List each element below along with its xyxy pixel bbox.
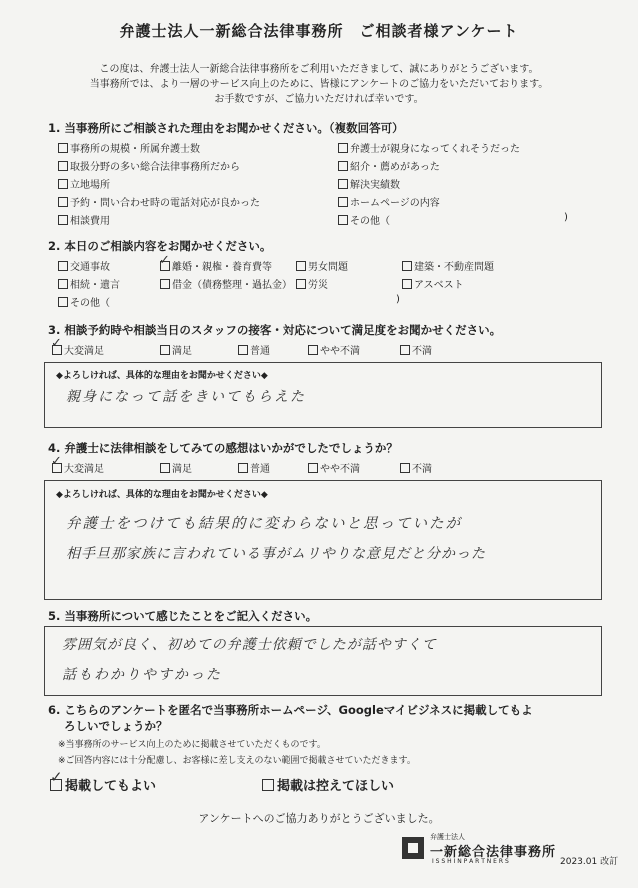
checkbox[interactable] — [58, 143, 68, 153]
firm-logo-icon — [402, 837, 424, 859]
intro-line-1: この度は、弁護士法人一新総合法律事務所をご利用いただきまして、誠にありがとうございます。 — [99, 64, 539, 75]
q6-label-line-2: ろしいでしょうか？ — [64, 719, 168, 733]
q2-option-labor[interactable]: 労災 — [296, 276, 328, 291]
checkbox[interactable] — [58, 297, 68, 307]
checkbox[interactable] — [58, 261, 68, 271]
checkbox[interactable] — [160, 279, 170, 289]
checkbox[interactable] — [58, 179, 68, 189]
q1-option-referral[interactable]: 紹介・薦めがあった — [338, 158, 440, 173]
checkmark-icon: ✓ — [159, 253, 170, 268]
q2-option-divorce[interactable]: 離婚・親権・養育費等 — [160, 258, 272, 273]
q1-option-location[interactable]: 立地場所 — [58, 176, 110, 191]
q2-option-asbestos[interactable]: アスベスト — [402, 276, 464, 291]
q4-handwritten-line-1: 弁護士をつけても結果的に変わらないと思っていたが — [66, 516, 462, 532]
checkbox[interactable] — [402, 261, 412, 271]
revision-date: 2023.01 改訂 — [560, 857, 619, 867]
checkbox[interactable] — [58, 197, 68, 207]
checkmark-icon: ✓ — [51, 454, 62, 469]
checkbox[interactable] — [262, 779, 274, 791]
q4-option-dissatisfied[interactable]: 不満 — [400, 460, 432, 475]
q2-option-other[interactable]: その他（ — [58, 294, 110, 309]
q4-option-very-satisfied[interactable]: 大変満足 — [52, 460, 104, 475]
q6-label-line-1: 6. こちらのアンケートを匿名で当事務所ホームページ、Googleマイビジネスに掲載してもよ — [48, 703, 533, 717]
checkbox[interactable] — [402, 279, 412, 289]
intro-line-2: 当事務所では、より一層のサービス向上のために、皆様にアンケートのご協力をいただいております。 — [89, 79, 549, 90]
q4-handwritten-line-2: 相手旦那家族に言われている事がムリやりな意見だと分かった — [66, 546, 486, 562]
checkbox[interactable] — [296, 261, 306, 271]
q5-handwritten-line-2: 話もわかりやすかった — [62, 667, 222, 683]
q6-note-2: ※ご回答内容には十分配慮し、お客様に差し支えのない範囲で掲載させていただきます。 — [58, 756, 416, 766]
checkbox[interactable] — [58, 279, 68, 289]
q3-option-very-satisfied[interactable]: 大変満足 — [52, 342, 104, 357]
q1-option-fields[interactable]: 取扱分野の多い総合法律事務所だから — [58, 158, 240, 173]
checkbox[interactable] — [58, 161, 68, 171]
checkbox[interactable] — [338, 179, 348, 189]
q6-option-yes[interactable]: 掲載してもよい — [50, 775, 156, 794]
q2-label: 2. 本日のご相談内容をお聞かせください。 — [48, 239, 272, 253]
checkbox[interactable] — [308, 345, 318, 355]
q1-option-results[interactable]: 解決実績数 — [338, 176, 400, 191]
q4-label: 4. 弁護士に法律相談をしてみての感想はいかがでしたでしょうか？ — [48, 441, 398, 455]
q3-reason-label: ◆よろしければ、具体的な理由をお聞かせください◆ — [56, 371, 268, 381]
checkbox[interactable] — [338, 215, 348, 225]
q2-option-traffic[interactable]: 交通事故 — [58, 258, 110, 273]
q1-option-attentive[interactable]: 弁護士が親身になってくれそうだった — [338, 140, 520, 155]
q2-option-realestate[interactable]: 建築・不動産問題 — [402, 258, 494, 273]
page-title: 弁護士法人一新総合法律事務所 ご相談者様アンケート — [119, 22, 519, 40]
q3-handwritten-answer: 親身になって話をきいてもらえた — [66, 389, 306, 405]
checkbox[interactable] — [338, 161, 348, 171]
q2-option-inheritance[interactable]: 相続・遺言 — [58, 276, 120, 291]
q4-option-somewhat-dissatisfied[interactable]: やや不満 — [308, 460, 360, 475]
checkbox[interactable] — [238, 463, 248, 473]
checkbox[interactable] — [296, 279, 306, 289]
q3-option-satisfied[interactable]: 満足 — [160, 342, 192, 357]
q3-option-dissatisfied[interactable]: 不満 — [400, 342, 432, 357]
q1-other-close: ) — [564, 212, 568, 223]
q5-handwritten-line-1: 雰囲気が良く、初めての弁護士依頼でしたが話やすくて — [62, 637, 437, 653]
q3-label: 3. 相談予約時や相談当日のスタッフの接客・対応について満足度をお聞かせください。 — [48, 323, 502, 337]
firm-name: 一新総合法律事務所 — [430, 845, 557, 860]
q6-option-no[interactable]: 掲載は控えてほしい — [262, 775, 394, 794]
q5-label: 5. 当事務所について感じたことをご記入ください。 — [48, 609, 318, 623]
q2-other-close: ) — [396, 294, 400, 305]
checkbox[interactable] — [400, 345, 410, 355]
checkbox[interactable] — [338, 143, 348, 153]
q4-option-satisfied[interactable]: 満足 — [160, 460, 192, 475]
q4-reason-label: ◆よろしければ、具体的な理由をお聞かせください◆ — [56, 490, 268, 500]
checkmark-icon: ✓ — [51, 336, 62, 351]
checkbox[interactable] — [58, 215, 68, 225]
q1-option-fee[interactable]: 相談費用 — [58, 212, 110, 227]
q3-option-somewhat-dissatisfied[interactable]: やや不満 — [308, 342, 360, 357]
firm-type-label: 弁護士法人 — [430, 833, 465, 841]
q1-label: 1. 当事務所にご相談された理由をお聞かせください。（複数回答可） — [48, 121, 404, 135]
q1-option-other[interactable]: その他（ — [338, 212, 390, 227]
thanks-message: アンケートへのご協力ありがとうございました。 — [198, 812, 440, 825]
q2-option-debt[interactable]: 借金（債務整理・過払金） — [160, 276, 292, 291]
q2-option-relationship[interactable]: 男女問題 — [296, 258, 348, 273]
checkbox[interactable] — [160, 463, 170, 473]
checkbox[interactable] — [160, 345, 170, 355]
q3-option-neutral[interactable]: 普通 — [238, 342, 270, 357]
checkbox[interactable] — [238, 345, 248, 355]
q1-option-homepage[interactable]: ホームページの内容 — [338, 194, 440, 209]
checkbox[interactable] — [338, 197, 348, 207]
checkmark-icon: ✓ — [50, 768, 63, 786]
q6-note-1: ※当事務所のサービス向上のために掲載させていただくものです。 — [58, 740, 326, 750]
checkbox[interactable] — [308, 463, 318, 473]
intro-line-3: お手数ですが、ご協力いただければ幸いです。 — [214, 94, 424, 105]
q1-option-size[interactable]: 事務所の規模・所属弁護士数 — [58, 140, 200, 155]
firm-english-name: I S S H I N P A R T N E R S — [432, 858, 509, 865]
q4-option-neutral[interactable]: 普通 — [238, 460, 270, 475]
q1-option-phone[interactable]: 予約・問い合わせ時の電話対応が良かった — [58, 194, 260, 209]
checkbox[interactable] — [400, 463, 410, 473]
